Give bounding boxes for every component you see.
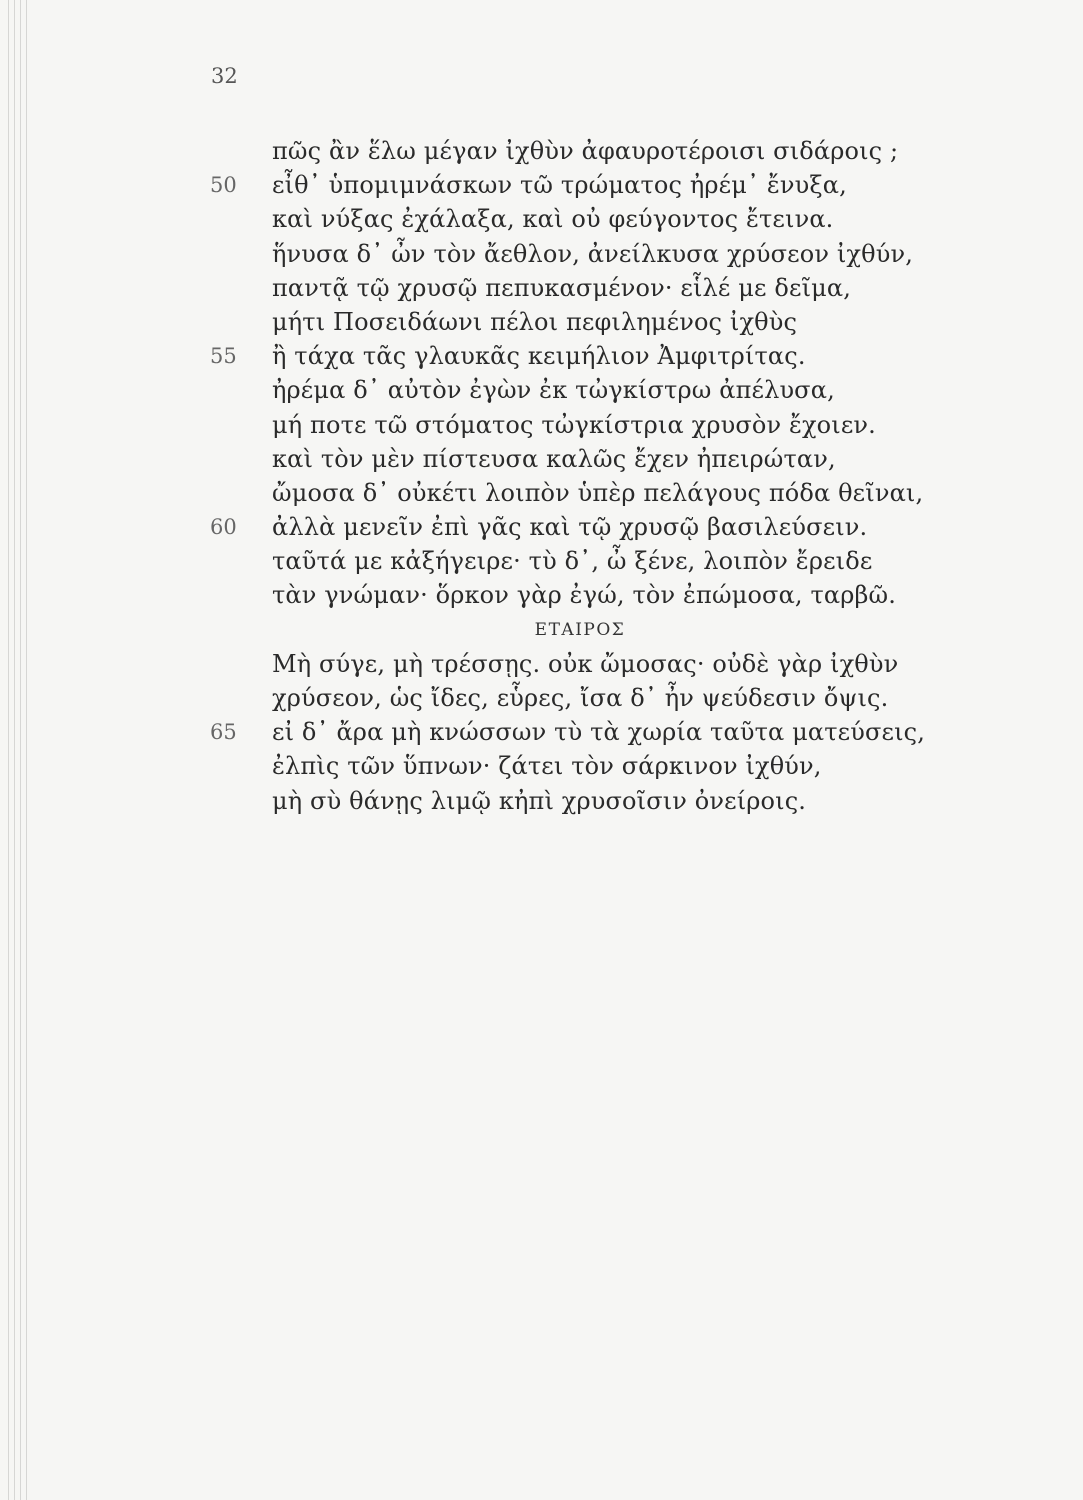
verse-text: Μὴ σύγε, μὴ τρέσσῃς. οὐκ ὤμοσας· οὐδὲ γὰρ ἰχθὺν [272, 649, 899, 678]
verse-text: ἐλπὶς τῶν ὕπνων· ζάτει τὸν σάρκινον ἰχθύν, [272, 752, 822, 781]
verse-text: ταῦτά με κἀξήγειρε· τὺ δ᾽, ὦ ξένε, λοιπὸν ἔρειδε [272, 547, 873, 576]
page-edge-line [20, 0, 21, 1500]
verse-line [210, 168, 1010, 202]
page-edge-line [26, 0, 27, 1500]
line-number: 65 [210, 720, 237, 745]
verse-text: ἢ τάχα τᾶς γλαυκᾶς κειμήλιον Ἀμφιτρίτας. [272, 342, 806, 371]
verse-text: ἥνυσα δ᾽ ὦν τὸν ἄεθλον, ἀνείλκυσα χρύσεον ἰχθύν, [272, 239, 913, 268]
verse-line [210, 476, 1010, 510]
page-number: 32 [211, 64, 238, 88]
verse-line [210, 202, 1010, 236]
verse-line [210, 681, 1010, 715]
verse-line [210, 544, 1010, 578]
line-number: 60 [210, 515, 237, 540]
poem-text [210, 134, 1010, 818]
verse-line [210, 442, 1010, 476]
verse-text: μήτι Ποσειδάωνι πέλοι πεφιλημένος ἰχθὺς [272, 307, 798, 336]
poem-block-1 [210, 134, 1010, 613]
verse-text: ὤμοσα δ᾽ οὐκέτι λοιπὸν ὑπὲρ πελάγους πόδα θεῖναι, [272, 478, 924, 507]
speaker-heading: ΕΤΑΙΡΟΣ [534, 619, 626, 640]
verse-line [210, 749, 1010, 783]
page-edge-line [14, 0, 15, 1500]
verse-line [210, 373, 1010, 407]
verse-line [210, 784, 1010, 818]
line-number: 55 [210, 344, 237, 369]
verse-text: ἠρέμα δ᾽ αὐτὸν ἐγὼν ἐκ τὠγκίστρω ἀπέλυσα, [272, 376, 835, 405]
verse-line [210, 134, 1010, 168]
verse-line [210, 271, 1010, 305]
verse-line [210, 715, 1010, 749]
verse-text: εἶθ᾽ ὑπομιμνάσκων τῶ τρώματος ἠρέμ᾽ ἔνυξα, [272, 171, 847, 200]
verse-text: μὴ σὺ θάνῃς λιμῷ κἠπὶ χρυσοῖσιν ὀνείροις. [272, 786, 807, 815]
line-number: 50 [210, 173, 237, 198]
poem-block-2 [210, 647, 1010, 818]
verse-line [210, 578, 1010, 612]
verse-text: καὶ τὸν μὲν πίστευσα καλῶς ἔχεν ἠπειρώταν, [272, 444, 836, 473]
verse-text: τὰν γνώμαν· ὅρκον γὰρ ἐγώ, τὸν ἐπώμοσα, ταρβῶ. [272, 581, 897, 610]
verse-line [210, 647, 1010, 681]
verse-line [210, 408, 1010, 442]
verse-text: μή ποτε τῶ στόματος τὠγκίστρια χρυσὸν ἔχοιεν. [272, 410, 876, 439]
verse-text: ἀλλὰ μενεῖν ἐπὶ γᾶς καὶ τῷ χρυσῷ βασιλεύσειν. [272, 513, 868, 542]
verse-line [210, 339, 1010, 373]
verse-text: παντᾷ τῷ χρυσῷ πεπυκασμένον· εἷλέ με δεῖμα, [272, 273, 852, 302]
verse-line [210, 510, 1010, 544]
verse-text: καὶ νύξας ἐχάλαξα, καὶ οὐ φεύγοντος ἔτεινα. [272, 205, 834, 234]
verse-line [210, 237, 1010, 271]
verse-line [210, 305, 1010, 339]
verse-text: εἰ δ᾽ ἄρα μὴ κνώσσων τὺ τὰ χωρία ταῦτα ματεύσεις, [272, 718, 926, 747]
verse-text: χρύσεον, ὡς ἴδες, εὗρες, ἴσα δ᾽ ἦν ψεύδεσιν ὄψις. [272, 684, 889, 712]
page-edge-line [8, 0, 9, 1500]
verse-text: πῶς ἂν ἕλω μέγαν ἰχθὺν ἀφαυροτέροισι σιδάροις ; [272, 137, 899, 165]
